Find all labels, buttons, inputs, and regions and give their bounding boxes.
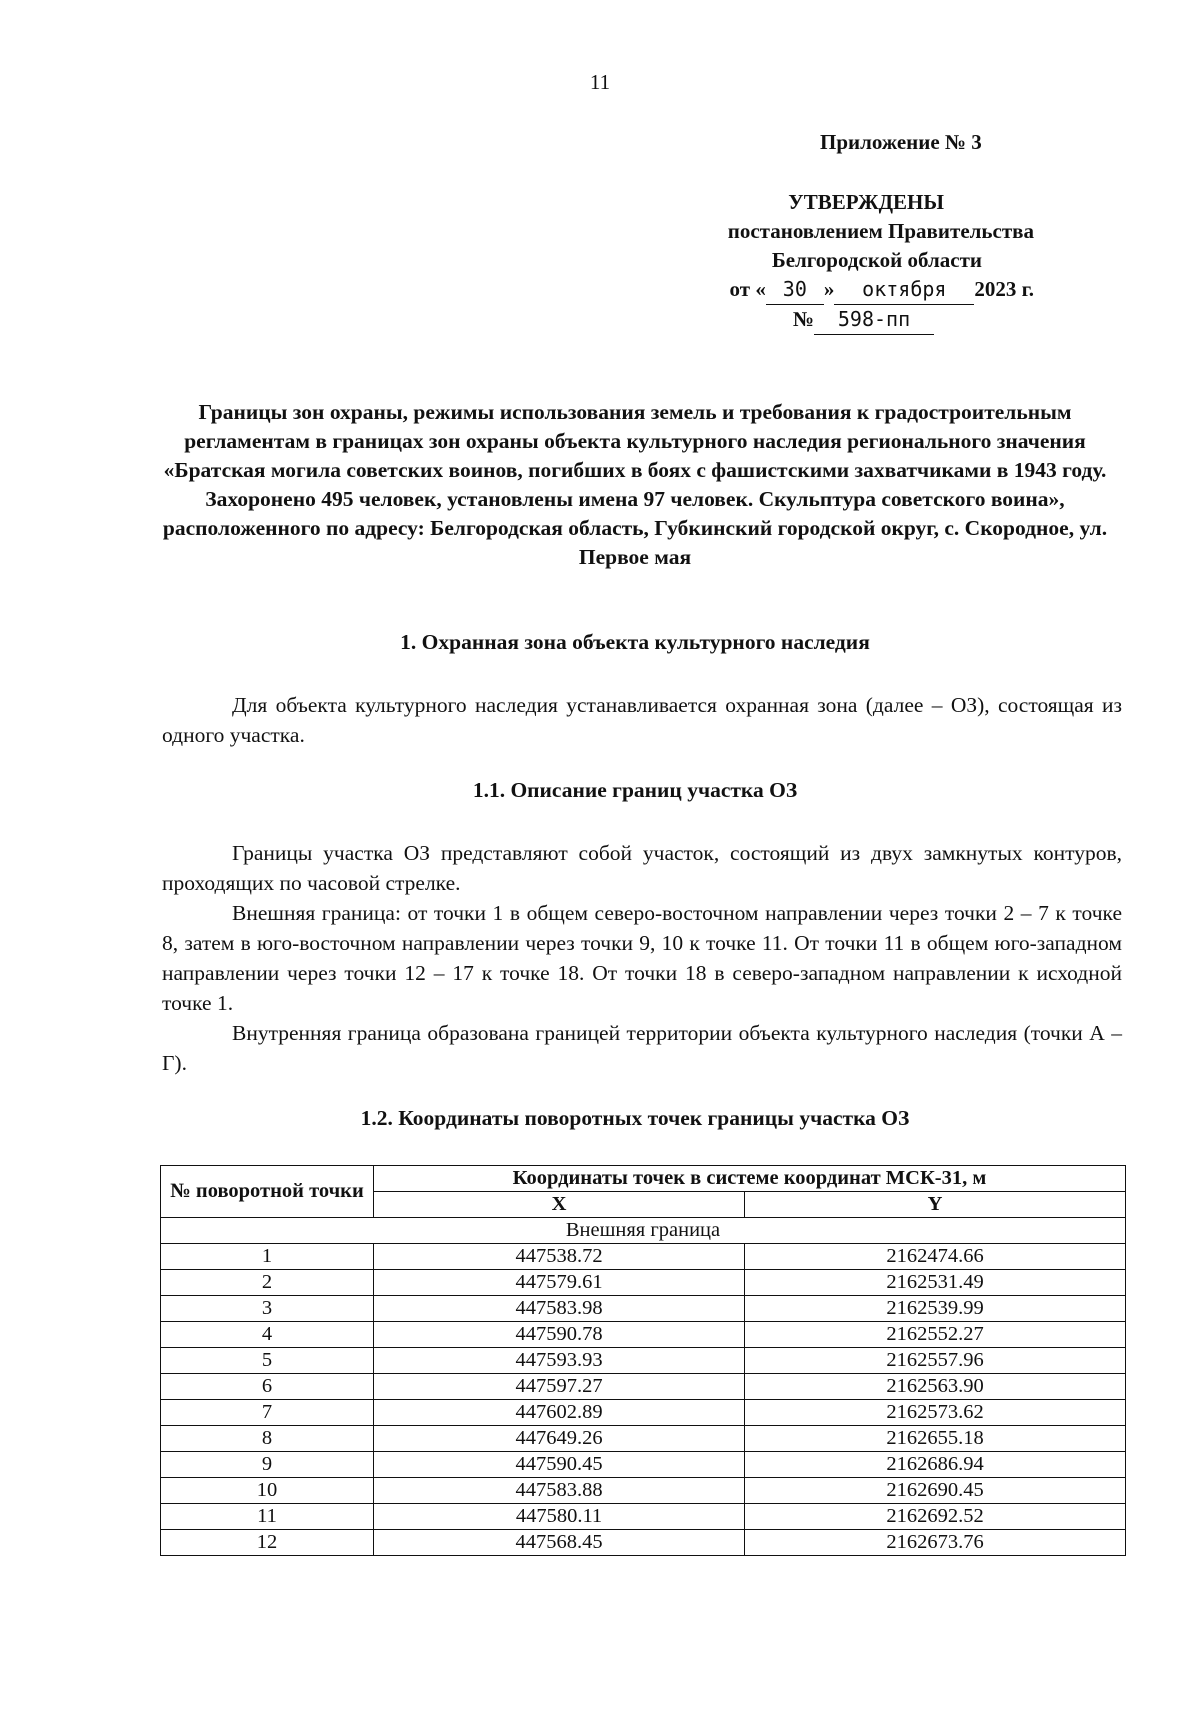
region-line: Белгородской области (771, 248, 982, 272)
number-line (434, 305, 1034, 335)
table-row (161, 1270, 1126, 1296)
table-row (161, 1452, 1126, 1478)
date-prefix: от « (729, 277, 766, 301)
y-coordinate-cell: 2162655.18 (745, 1426, 1126, 1452)
section-1-1-paragraph-3: Внутренняя граница образована границей территории объекта культурного наследия (точки А – Г). (162, 1021, 1122, 1075)
page-number: 11 (589, 70, 611, 94)
date-mid: » (823, 277, 835, 301)
number-value: 598-пп (814, 305, 934, 335)
x-coordinate-cell: 447538.72 (374, 1244, 745, 1270)
coordinates-table (160, 1165, 1126, 1556)
y-coordinate-cell: 2162573.62 (745, 1400, 1126, 1426)
y-coordinate-cell: 2162686.94 (745, 1452, 1126, 1478)
point-number-cell: 7 (161, 1400, 374, 1426)
point-number-cell: 9 (161, 1452, 374, 1478)
table-row (161, 1296, 1126, 1322)
point-number-header: № поворотной точки (161, 1166, 374, 1218)
x-coordinate-cell: 447583.98 (374, 1296, 745, 1322)
table-row (161, 1504, 1126, 1530)
group-row (161, 1218, 1126, 1244)
point-number-cell: 4 (161, 1322, 374, 1348)
y-coordinate-cell: 2162531.49 (745, 1270, 1126, 1296)
approved-label: УТВЕРЖДЕНЫ (788, 190, 944, 214)
y-coordinate-cell: 2162539.99 (745, 1296, 1126, 1322)
point-number-cell: 3 (161, 1296, 374, 1322)
x-coordinate-cell: 447579.61 (374, 1270, 745, 1296)
section-1-text: Для объекта культурного наследия устанавливается охранная зона (далее – ОЗ), состоящая из одного участка. (162, 693, 1122, 747)
table-row (161, 1530, 1126, 1556)
section-1-heading: 1. Охранная зона объекта культурного наследия (400, 630, 870, 654)
decree-line: постановлением Правительства (727, 219, 1034, 243)
y-coordinate-cell: 2162563.90 (745, 1374, 1126, 1400)
section-1-2-heading: 1.2. Координаты поворотных точек границы участка ОЗ (360, 1106, 910, 1130)
date-month: октября (834, 275, 974, 305)
x-coordinate-cell: 447597.27 (374, 1374, 745, 1400)
point-number-cell: 10 (161, 1478, 374, 1504)
y-coordinate-cell: 2162552.27 (745, 1322, 1126, 1348)
date-line (434, 275, 1034, 305)
table-row (161, 1374, 1126, 1400)
x-coordinate-cell: 447583.88 (374, 1478, 745, 1504)
x-coordinate-cell: 447649.26 (374, 1426, 745, 1452)
x-coordinate-cell: 447580.11 (374, 1504, 745, 1530)
x-coordinate-cell: 447590.78 (374, 1322, 745, 1348)
coordinates-header: Координаты точек в системе координат МСК-31, м (374, 1166, 1126, 1192)
table-header-row (161, 1166, 1126, 1192)
x-header: X (374, 1192, 745, 1218)
appendix-label: Приложение № 3 (820, 130, 982, 154)
date-day: 30 (766, 275, 824, 305)
y-coordinate-cell: 2162690.45 (745, 1478, 1126, 1504)
y-header: Y (745, 1192, 1126, 1218)
table-row (161, 1400, 1126, 1426)
x-coordinate-cell: 447602.89 (374, 1400, 745, 1426)
date-year: 2023 г. (974, 277, 1034, 301)
table-row (161, 1322, 1126, 1348)
x-coordinate-cell: 447590.45 (374, 1452, 745, 1478)
table-row (161, 1244, 1126, 1270)
point-number-cell: 5 (161, 1348, 374, 1374)
point-number-cell: 2 (161, 1270, 374, 1296)
y-coordinate-cell: 2162474.66 (745, 1244, 1126, 1270)
point-number-cell: 8 (161, 1426, 374, 1452)
section-1-1-heading: 1.1. Описание границ участка ОЗ (472, 778, 798, 802)
group-label: Внешняя граница (161, 1218, 1126, 1244)
table-row (161, 1426, 1126, 1452)
approval-block (434, 188, 1034, 335)
section-1-1-paragraph-2: Внешняя граница: от точки 1 в общем северо-восточном направлении через точки 2 – 7 к точке 8, затем в юго-восточном направлении через точки 9, 10 к точке 11. От точки 11 в общем юго-западном направлении через точки 12 – 17 к точке 18. От точки 18 в северо-западном направлении к исходной точке 1. (162, 901, 1122, 1015)
y-coordinate-cell: 2162673.76 (745, 1530, 1126, 1556)
document-title: Границы зон охраны, режимы использования земель и требования к градостроительным регламентам в границах зон охраны объекта культурного наследия регионального значения «Братская могила советских воинов, погибших в боях с фашистскими захватчиками в 1943 году. Захоронено 495 человек, установлены имена 97 человек. Скульптура советского воина», расположенного по адресу: Белгородская область, Губкинский городской округ, с. Скородное, ул. Первое мая (162, 400, 1108, 569)
y-coordinate-cell: 2162692.52 (745, 1504, 1126, 1530)
x-coordinate-cell: 447593.93 (374, 1348, 745, 1374)
point-number-cell: 12 (161, 1530, 374, 1556)
x-coordinate-cell: 447568.45 (374, 1530, 745, 1556)
y-coordinate-cell: 2162557.96 (745, 1348, 1126, 1374)
section-1-1-paragraph-1: Границы участка ОЗ представляют собой участок, состоящий из двух замкнутых контуров, проходящих по часовой стрелке. (162, 841, 1122, 895)
point-number-cell: 11 (161, 1504, 374, 1530)
table-row (161, 1348, 1126, 1374)
number-prefix: № (792, 307, 814, 331)
table-row (161, 1478, 1126, 1504)
point-number-cell: 6 (161, 1374, 374, 1400)
point-number-cell: 1 (161, 1244, 374, 1270)
